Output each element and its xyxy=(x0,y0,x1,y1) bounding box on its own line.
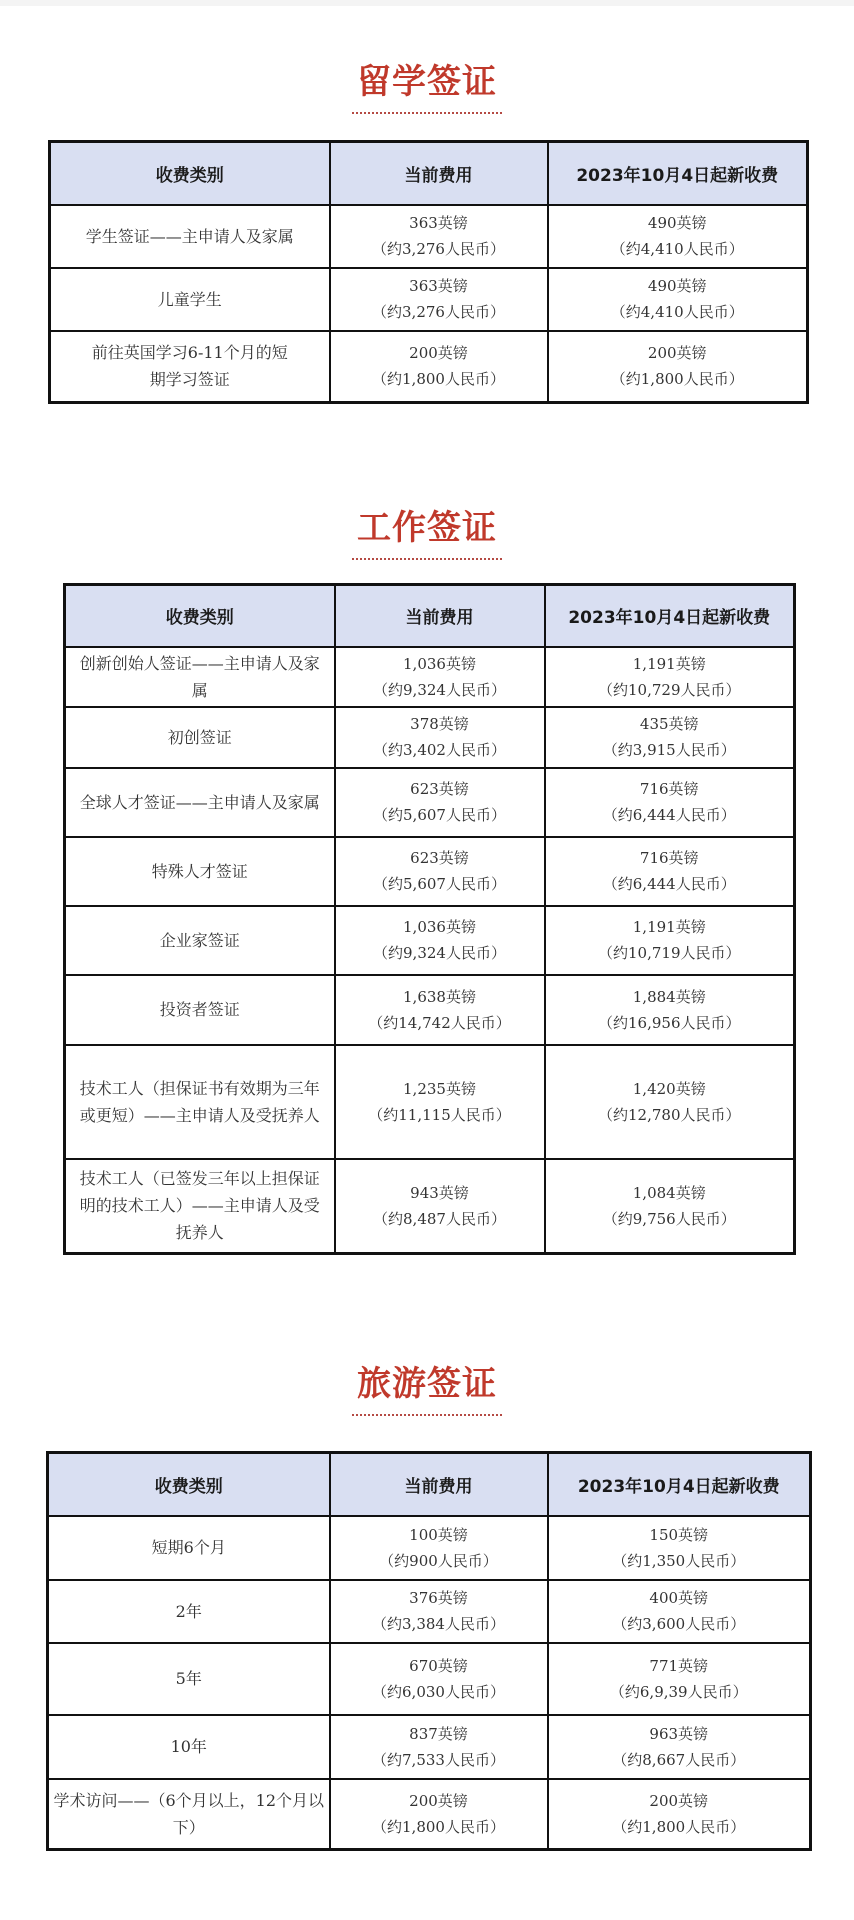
current-fee-rmb: （约8,487人民币） xyxy=(373,1209,506,1228)
current-fee-gbp: 837英镑 xyxy=(409,1724,468,1743)
new-fee xyxy=(548,1643,811,1715)
current-fee xyxy=(335,707,545,768)
header-current-fee: 当前费用 xyxy=(330,142,548,205)
new-fee-gbp: 200英镑 xyxy=(649,1791,709,1810)
new-fee-rmb: （约10,719人民币） xyxy=(598,944,741,962)
current-fee-rmb: （约9,324人民币） xyxy=(373,680,506,699)
current-fee-rmb: （约3,402人民币） xyxy=(373,741,506,759)
new-fee xyxy=(548,1715,811,1779)
current-fee-rmb: （约9,324人民币） xyxy=(373,944,506,962)
new-fee-rmb: （约6,444人民币） xyxy=(602,875,736,893)
current-fee-gbp: 363英镑 xyxy=(409,277,468,295)
new-fee-gbp: 1,884英镑 xyxy=(632,987,706,1006)
new-fee-rmb: （约3,915人民币） xyxy=(602,741,736,759)
fee-category: 前往英国学习6-11个月的短期学习签证 xyxy=(50,331,330,403)
new-fee xyxy=(548,331,808,403)
fee-category: 10年 xyxy=(48,1715,330,1779)
fee-category: 全球人才签证——主申请人及家属 xyxy=(65,768,335,837)
current-fee-gbp: 100英镑 xyxy=(409,1525,468,1544)
new-fee xyxy=(545,707,795,768)
current-fee xyxy=(335,1159,545,1254)
header-category: 收费类别 xyxy=(65,585,335,647)
table-row xyxy=(50,268,808,331)
new-fee-rmb: （约4,410人民币） xyxy=(610,303,744,321)
title-underline xyxy=(352,1414,502,1416)
new-fee-rmb: （约9,756人民币） xyxy=(602,1209,736,1228)
new-fee-gbp: 435英镑 xyxy=(639,715,699,733)
fee-category: 企业家签证 xyxy=(65,906,335,975)
new-fee-rmb: （约8,667人民币） xyxy=(612,1750,746,1769)
table-row xyxy=(65,707,795,768)
table-row xyxy=(48,1580,811,1643)
current-fee-rmb: （约7,533人民币） xyxy=(372,1750,505,1769)
current-fee-rmb: （约5,607人民币） xyxy=(373,806,506,824)
fee-category: 儿童学生 xyxy=(50,268,330,331)
new-fee-gbp: 1,420英镑 xyxy=(632,1079,706,1098)
new-fee-gbp: 200英镑 xyxy=(647,344,707,363)
section-title-tourist-visa: 旅游签证 xyxy=(357,1364,497,1404)
table-row xyxy=(50,205,808,268)
table-row xyxy=(65,837,795,906)
fee-category: 技术工人（已签发三年以上担保证明的技术工人）——主申请人及受抚养人 xyxy=(65,1159,335,1254)
new-fee-gbp: 490英镑 xyxy=(647,277,707,295)
current-fee-gbp: 376英镑 xyxy=(409,1589,468,1607)
current-fee xyxy=(335,837,545,906)
fee-category: 投资者签证 xyxy=(65,975,335,1045)
new-fee-gbp: 963英镑 xyxy=(649,1724,709,1743)
header-new-fee: 2023年10月4日起新收费 xyxy=(548,1453,811,1516)
current-fee xyxy=(330,1643,548,1715)
fee-category: 初创签证 xyxy=(65,707,335,768)
table-header-row xyxy=(65,585,795,647)
new-fee-rmb: （约1,800人民币） xyxy=(610,370,744,389)
current-fee xyxy=(335,768,545,837)
table-row xyxy=(48,1779,811,1850)
header-current-fee: 当前费用 xyxy=(330,1453,548,1516)
header-new-fee: 2023年10月4日起新收费 xyxy=(545,585,795,647)
table-row xyxy=(65,1159,795,1254)
current-fee-rmb: （约3,384人民币） xyxy=(372,1615,505,1633)
current-fee-gbp: 943英镑 xyxy=(410,1183,469,1202)
table-header-row xyxy=(50,142,808,205)
new-fee-gbp: 716英镑 xyxy=(639,780,699,798)
new-fee xyxy=(545,975,795,1045)
current-fee xyxy=(330,1580,548,1643)
title-underline xyxy=(352,558,502,560)
current-fee-rmb: （约6,030人民币） xyxy=(372,1682,505,1701)
tourist-visa-fee-table xyxy=(46,1451,812,1851)
study-visa-fee-table xyxy=(48,140,809,404)
fee-category: 学生签证——主申请人及家属 xyxy=(50,205,330,268)
table-row xyxy=(65,1045,795,1159)
new-fee-rmb: （约6,9,39人民币） xyxy=(609,1682,748,1701)
table-row xyxy=(50,331,808,403)
new-fee-gbp: 771英镑 xyxy=(649,1656,709,1675)
header-new-fee: 2023年10月4日起新收费 xyxy=(548,142,808,205)
new-fee xyxy=(545,1045,795,1159)
current-fee-rmb: （约5,607人民币） xyxy=(373,875,506,893)
new-fee-rmb: （约4,410人民币） xyxy=(610,240,744,258)
current-fee-rmb: （约1,800人民币） xyxy=(372,370,505,389)
current-fee xyxy=(335,647,545,707)
fee-category: 学术访问——（6个月以上，12个月以下） xyxy=(48,1779,330,1850)
new-fee-gbp: 1,191英镑 xyxy=(632,654,706,673)
new-fee-rmb: （约3,600人民币） xyxy=(612,1615,746,1633)
current-fee-gbp: 1,036英镑 xyxy=(403,654,476,673)
current-fee xyxy=(330,331,548,403)
current-fee-rmb: （约11,115人民币） xyxy=(368,1105,511,1124)
new-fee xyxy=(548,205,808,268)
current-fee-gbp: 378英镑 xyxy=(410,715,469,733)
current-fee-gbp: 1,036英镑 xyxy=(403,918,476,936)
new-fee xyxy=(545,768,795,837)
fee-category: 2年 xyxy=(48,1580,330,1643)
fee-category: 技术工人（担保证书有效期为三年或更短）——主申请人及受抚养人 xyxy=(65,1045,335,1159)
table-row xyxy=(48,1643,811,1715)
fee-category: 特殊人才签证 xyxy=(65,837,335,906)
current-fee xyxy=(330,268,548,331)
new-fee-gbp: 1,084英镑 xyxy=(632,1183,706,1202)
new-fee-rmb: （约6,444人民币） xyxy=(602,806,736,824)
header-current-fee: 当前费用 xyxy=(335,585,545,647)
section-title-study-visa: 留学签证 xyxy=(357,62,497,102)
current-fee-rmb: （约900人民币） xyxy=(379,1551,498,1570)
new-fee xyxy=(548,1779,811,1850)
top-bar xyxy=(0,0,854,6)
table-header-row xyxy=(48,1453,811,1516)
new-fee xyxy=(548,268,808,331)
current-fee-gbp: 623英镑 xyxy=(410,849,469,867)
table-row xyxy=(65,906,795,975)
new-fee-rmb: （约16,956人民币） xyxy=(598,1013,741,1032)
table-row xyxy=(65,975,795,1045)
new-fee xyxy=(545,906,795,975)
current-fee-gbp: 1,235英镑 xyxy=(403,1079,476,1098)
new-fee xyxy=(545,837,795,906)
current-fee-gbp: 1,638英镑 xyxy=(403,987,476,1006)
new-fee-gbp: 1,191英镑 xyxy=(632,918,706,936)
current-fee-gbp: 363英镑 xyxy=(409,214,468,232)
table-row xyxy=(65,768,795,837)
fee-category: 5年 xyxy=(48,1643,330,1715)
current-fee-gbp: 623英镑 xyxy=(410,780,469,798)
new-fee xyxy=(548,1516,811,1580)
fee-category: 创新创始人签证——主申请人及家属 xyxy=(65,647,335,707)
new-fee-rmb: （约10,729人民币） xyxy=(598,680,741,699)
new-fee xyxy=(548,1580,811,1643)
current-fee-rmb: （约3,276人民币） xyxy=(372,303,505,321)
current-fee xyxy=(330,1715,548,1779)
current-fee xyxy=(335,1045,545,1159)
new-fee-gbp: 400英镑 xyxy=(649,1589,709,1607)
current-fee-gbp: 200英镑 xyxy=(409,1791,468,1810)
current-fee xyxy=(330,1779,548,1850)
header-category: 收费类别 xyxy=(50,142,330,205)
new-fee xyxy=(545,647,795,707)
section-title-work-visa: 工作签证 xyxy=(357,508,497,548)
current-fee xyxy=(335,906,545,975)
table-row xyxy=(48,1715,811,1779)
current-fee-rmb: （约1,800人民币） xyxy=(372,1817,505,1836)
header-category: 收费类别 xyxy=(48,1453,330,1516)
current-fee-gbp: 200英镑 xyxy=(409,344,468,363)
new-fee-gbp: 716英镑 xyxy=(639,849,699,867)
current-fee-rmb: （约3,276人民币） xyxy=(372,240,505,258)
current-fee-rmb: （约14,742人民币） xyxy=(368,1013,511,1032)
current-fee-gbp: 670英镑 xyxy=(409,1656,468,1675)
current-fee xyxy=(335,975,545,1045)
fee-category: 短期6个月 xyxy=(48,1516,330,1580)
new-fee-rmb: （约1,800人民币） xyxy=(612,1817,746,1836)
new-fee xyxy=(545,1159,795,1254)
new-fee-rmb: （约12,780人民币） xyxy=(598,1105,741,1124)
table-row xyxy=(65,647,795,707)
table-row xyxy=(48,1516,811,1580)
current-fee xyxy=(330,205,548,268)
new-fee-rmb: （约1,350人民币） xyxy=(612,1551,746,1570)
title-underline xyxy=(352,112,502,114)
current-fee xyxy=(330,1516,548,1580)
new-fee-gbp: 150英镑 xyxy=(649,1525,709,1544)
new-fee-gbp: 490英镑 xyxy=(647,214,707,232)
work-visa-fee-table xyxy=(63,583,796,1255)
